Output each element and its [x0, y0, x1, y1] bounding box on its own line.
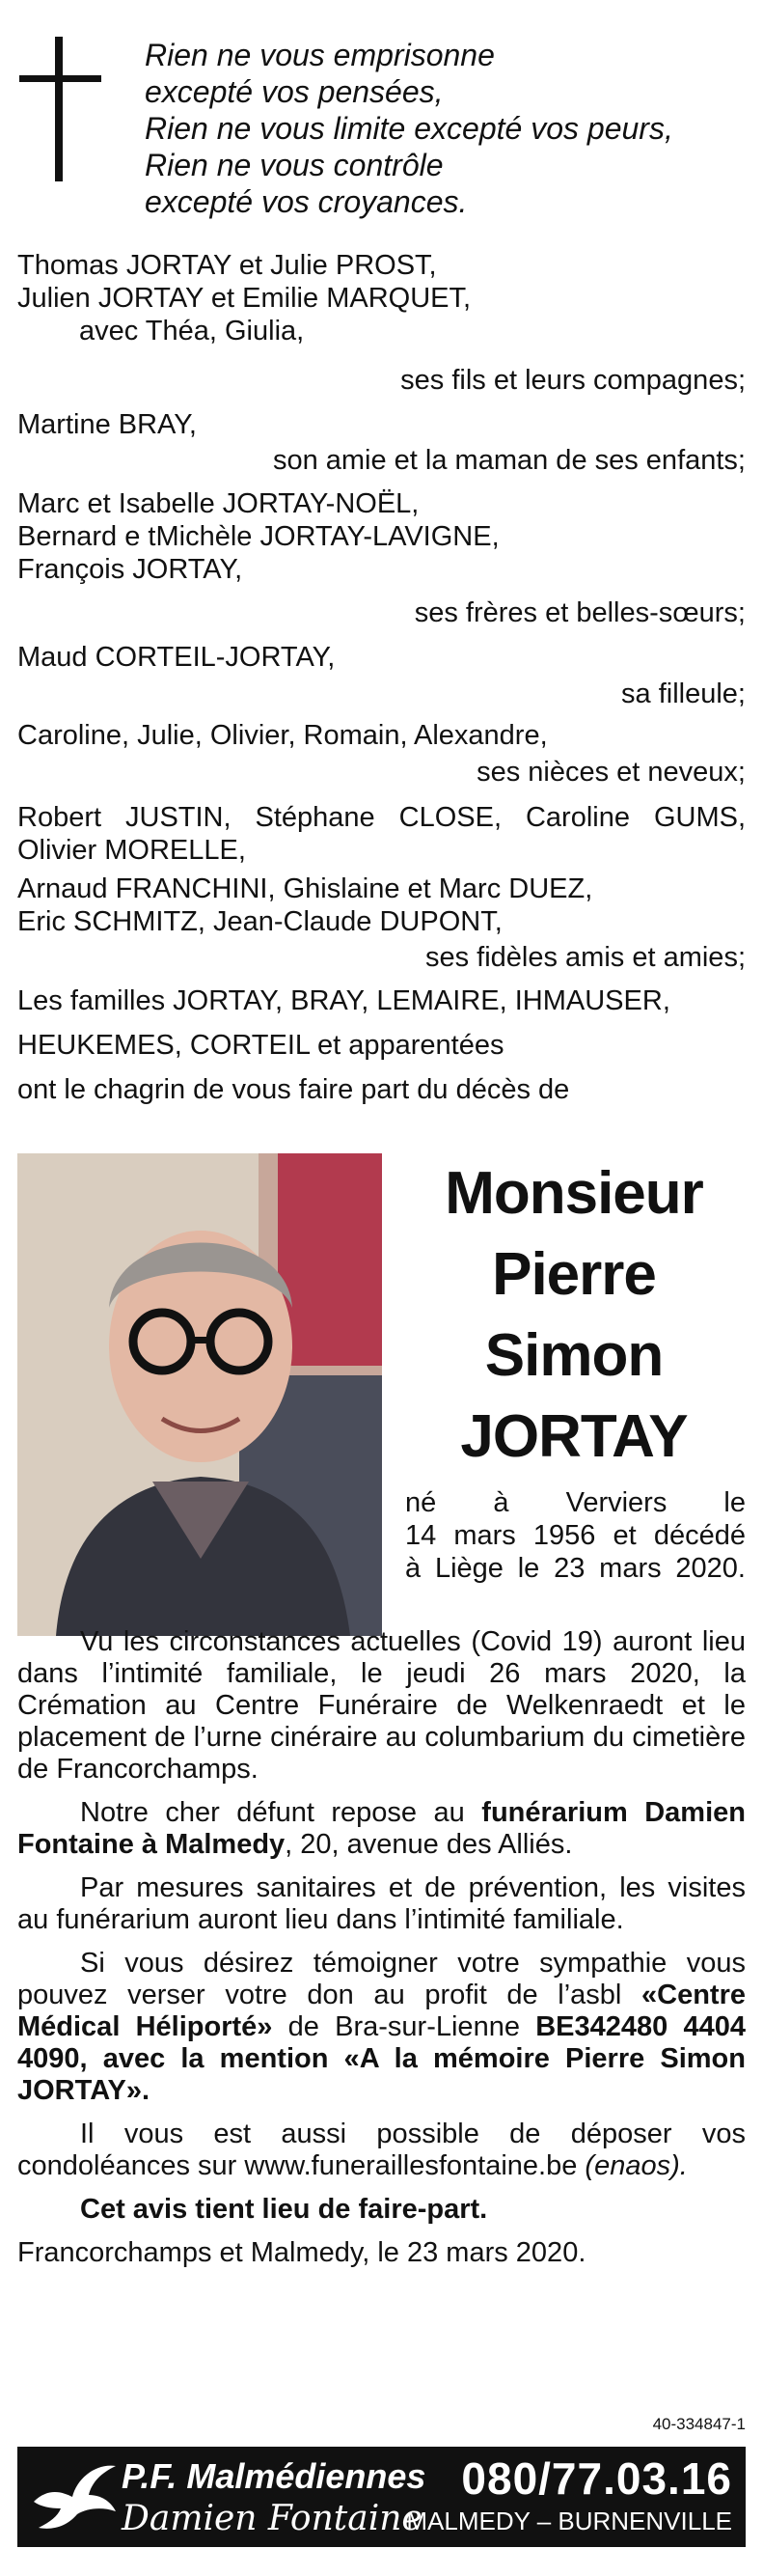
cross-icon [19, 37, 101, 181]
funeral-home-name: P.F. Malmédiennes [122, 2456, 426, 2496]
poem [145, 37, 743, 220]
family-line: ont le chagrin de vous faire part du décès de [17, 1074, 570, 1105]
notice-text: Cet avis tient lieu de faire-part. [80, 2194, 488, 2225]
reference-number: 40-334847-1 [652, 2415, 746, 2433]
deceased-middle-name: Simon [484, 1322, 664, 1389]
family-relation: ses fils et leurs compagnes; [400, 365, 746, 396]
family-line: Bernard e tMichèle JORTAY-LAVIGNE, [17, 521, 500, 552]
poem-line: excepté vos croyances. [145, 184, 468, 219]
family-line: HEUKEMES, CORTEIL et apparentées [17, 1030, 504, 1061]
deceased-last-name: JORTAY [460, 1403, 688, 1470]
deceased-name [386, 1153, 762, 1478]
family-line: Thomas JORTAY et Julie PROST, [17, 250, 437, 281]
funeral-director-name: Damien Fontaine [122, 2499, 422, 2538]
poem-line: Rien ne vous limite excepté vos peurs, [145, 111, 673, 146]
donation-paragraph [17, 1948, 746, 2107]
poem-line: excepté vos pensées, [145, 74, 444, 109]
text: Si vous désirez témoigner votre sympathie vous pouvez verser votre don au profit de l’asbl [17, 1948, 746, 2010]
family-relation: ses frères et belles-sœurs; [414, 597, 746, 628]
place-date: Francorchamps et Malmedy, le 23 mars 2020. [17, 2237, 586, 2268]
born-line: né à Verviers le [405, 1487, 746, 1518]
poem-line: Rien ne vous contrôle [145, 148, 444, 182]
announcement-body [17, 1626, 746, 2281]
deceased-title: Monsieur [445, 1160, 703, 1227]
family-line: Marc et Isabelle JORTAY-NOËL, [17, 488, 420, 519]
birth-death-info [405, 1486, 746, 1585]
family-line: François JORTAY, [17, 554, 243, 585]
text: de Bra-sur-Lienne [272, 2011, 536, 2042]
text: Il vous est aussi possible de déposer vos condoléances sur www.funeraillesfontaine.be [17, 2119, 746, 2181]
text: Notre cher défunt repose au [80, 1797, 482, 1828]
family-relation: sa filleule; [621, 679, 746, 709]
dove-icon [29, 2458, 121, 2535]
ceremony-paragraph: Vu les circonstances actuelles (Covid 19) auront lieu dans l’intimité familiale, le jeudi 26 mars 2020, la Crémation au Centre Funéraire de Welkenraedt et le placement de l’urne cinéraire au columbarium du cimetière de Francorchamps. [17, 1626, 746, 1785]
family-line: Olivier MORELLE, [17, 835, 246, 866]
funerarium-name: funérarium Damien Fontaine à Malmedy [17, 1797, 746, 1860]
born-line: 14 mars 1956 et décédé [405, 1520, 746, 1551]
family-relation: ses nièces et neveux; [477, 757, 746, 788]
family-line: Robert JUSTIN, Stéphane CLOSE, Caroline GUMS, [17, 802, 746, 833]
family-line: Maud CORTEIL-JORTAY, [17, 642, 336, 673]
family-relation: ses fidèles amis et amies; [424, 942, 746, 973]
text: , 20, avenue des Alliés. [285, 1829, 573, 1860]
funeral-home-banner [17, 2447, 746, 2547]
notice-paragraph [17, 2194, 746, 2226]
family-line: Eric SCHMITZ, Jean-Claude DUPONT, [17, 906, 503, 937]
portrait-photo [17, 1153, 382, 1636]
family-line: Caroline, Julie, Olivier, Romain, Alexandre, [17, 720, 548, 751]
bank-account: BE342480 4404 4090, avec la mention «A la mémoire Pierre Simon JORTAY». [17, 2011, 746, 2106]
deceased-first-name: Pierre [492, 1241, 656, 1308]
charity-name: «Centre Médical Héliporté» [17, 1980, 746, 2042]
family-line: Julien JORTAY et Emilie MARQUET, [17, 283, 472, 314]
family-line: avec Théa, Giulia, [79, 316, 305, 346]
family-line: Arnaud FRANCHINI, Ghislaine et Marc DUEZ, [17, 873, 593, 904]
poem-line: Rien ne vous emprisonne [145, 38, 495, 72]
family-line: Martine BRAY, [17, 409, 197, 440]
funerarium-paragraph [17, 1797, 746, 1861]
condolences-paragraph [17, 2119, 746, 2182]
born-line: à Liège le 23 mars 2020. [405, 1553, 746, 1584]
visits-paragraph: Par mesures sanitaires et de prévention, les visites au funérarium auront lieu dans l’intimité familiale. [17, 1872, 746, 1935]
phone-number: 080/77.03.16 [461, 2453, 732, 2504]
location: MALMEDY – BURNENVILLE [406, 2507, 732, 2535]
family-relation: son amie et la maman de ses enfants; [272, 445, 746, 476]
text-italic: (enaos). [585, 2150, 688, 2181]
family-line: Les familles JORTAY, BRAY, LEMAIRE, IHMAUSER, [17, 985, 670, 1016]
